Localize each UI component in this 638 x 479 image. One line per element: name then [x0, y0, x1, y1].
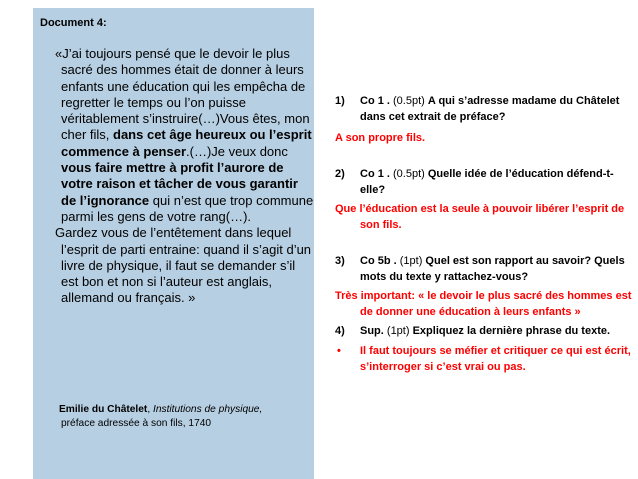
question-3 — [335, 253, 635, 285]
attribution — [59, 403, 309, 431]
question-points: (0.5pt) — [393, 168, 425, 180]
question-number: 1) — [335, 95, 345, 107]
quote-seg-bold: vous faire mettre à profit l’aurore de votre raison et tâcher de vous garantir de l’ignorance — [61, 160, 298, 208]
quote-seg: «J’ai toujours pensé que le devoir le plus sacré des hommes était de donner à leurs enfants une éducation qui les empêcha de regretter le temps ou l’on puisse véritablement s’instruire(…)Vous êtes, mon cher fils, — [55, 46, 310, 143]
quote-seg: .(…)Je veux donc — [186, 143, 288, 159]
question-points: (0.5pt) — [393, 95, 425, 107]
quote-seg-bold: dans cet âge heureux ou l’esprit commence à penser — [61, 127, 312, 159]
question-points: (1pt) — [386, 325, 410, 337]
questions-panel — [335, 93, 635, 375]
quote-paragraph-2: Gardez vous de l’entêtement dans lequel l’esprit de parti entraine: quand il s’agit d’un livre de physique, il faut se demander s’il est bon et non si l’auteur est anglais, allemand ou français. » — [55, 225, 312, 306]
author-name: Emilie du Châtelet — [59, 404, 148, 415]
attribution-line2: préface adressée à son fils, 1740 — [61, 418, 212, 429]
question-number: 2) — [335, 168, 345, 180]
question-1 — [335, 93, 635, 125]
attribution-sep: , — [147, 404, 153, 415]
question-2 — [335, 166, 635, 198]
answer-3: Très important: « le devoir le plus sacré des hommes est de donner une éducation à leurs enfants » — [335, 290, 632, 318]
question-points: (1pt) — [399, 255, 423, 267]
question-text: Expliquez la dernière phrase du texte. — [412, 325, 611, 337]
question-number: 3) — [335, 255, 345, 267]
document-panel — [33, 8, 314, 479]
question-code: Co 1 . — [360, 168, 390, 180]
answer-4 — [335, 343, 635, 375]
question-text: Quelle idée de l’éducation défend-t-elle? — [360, 168, 614, 196]
question-code: Co 5b . — [360, 255, 397, 267]
answer-2: Que l’éducation est la seule à pouvoir libérer l’esprit de son fils. — [335, 203, 625, 231]
quote-seg: qui n’est que trop commune parmi les gens de votre rang(…). — [61, 192, 314, 224]
question-text: Quel est son rapport au savoir? Quels mots du texte y rattachez-vous? — [360, 255, 625, 283]
question-number: 4) — [335, 325, 345, 337]
quote-text — [55, 46, 314, 307]
question-4 — [335, 323, 635, 339]
question-text: A qui s’adresse madame du Châtelet dans cet extrait de préface? — [360, 95, 620, 123]
question-code: Sup. — [360, 325, 384, 337]
document-title: Document 4: — [40, 17, 107, 29]
answer-4-text: Il faut toujours se méfier et critiquer ce qui est écrit, s’interroger si c’est vrai ou pas. — [360, 345, 631, 373]
work-title: Institutions de physique, — [152, 404, 263, 415]
question-code: Co 1 . — [360, 95, 390, 107]
bullet-icon: • — [337, 345, 341, 357]
quote-paragraph-1 — [55, 46, 314, 225]
answer-1: A son propre fils. — [335, 132, 426, 144]
